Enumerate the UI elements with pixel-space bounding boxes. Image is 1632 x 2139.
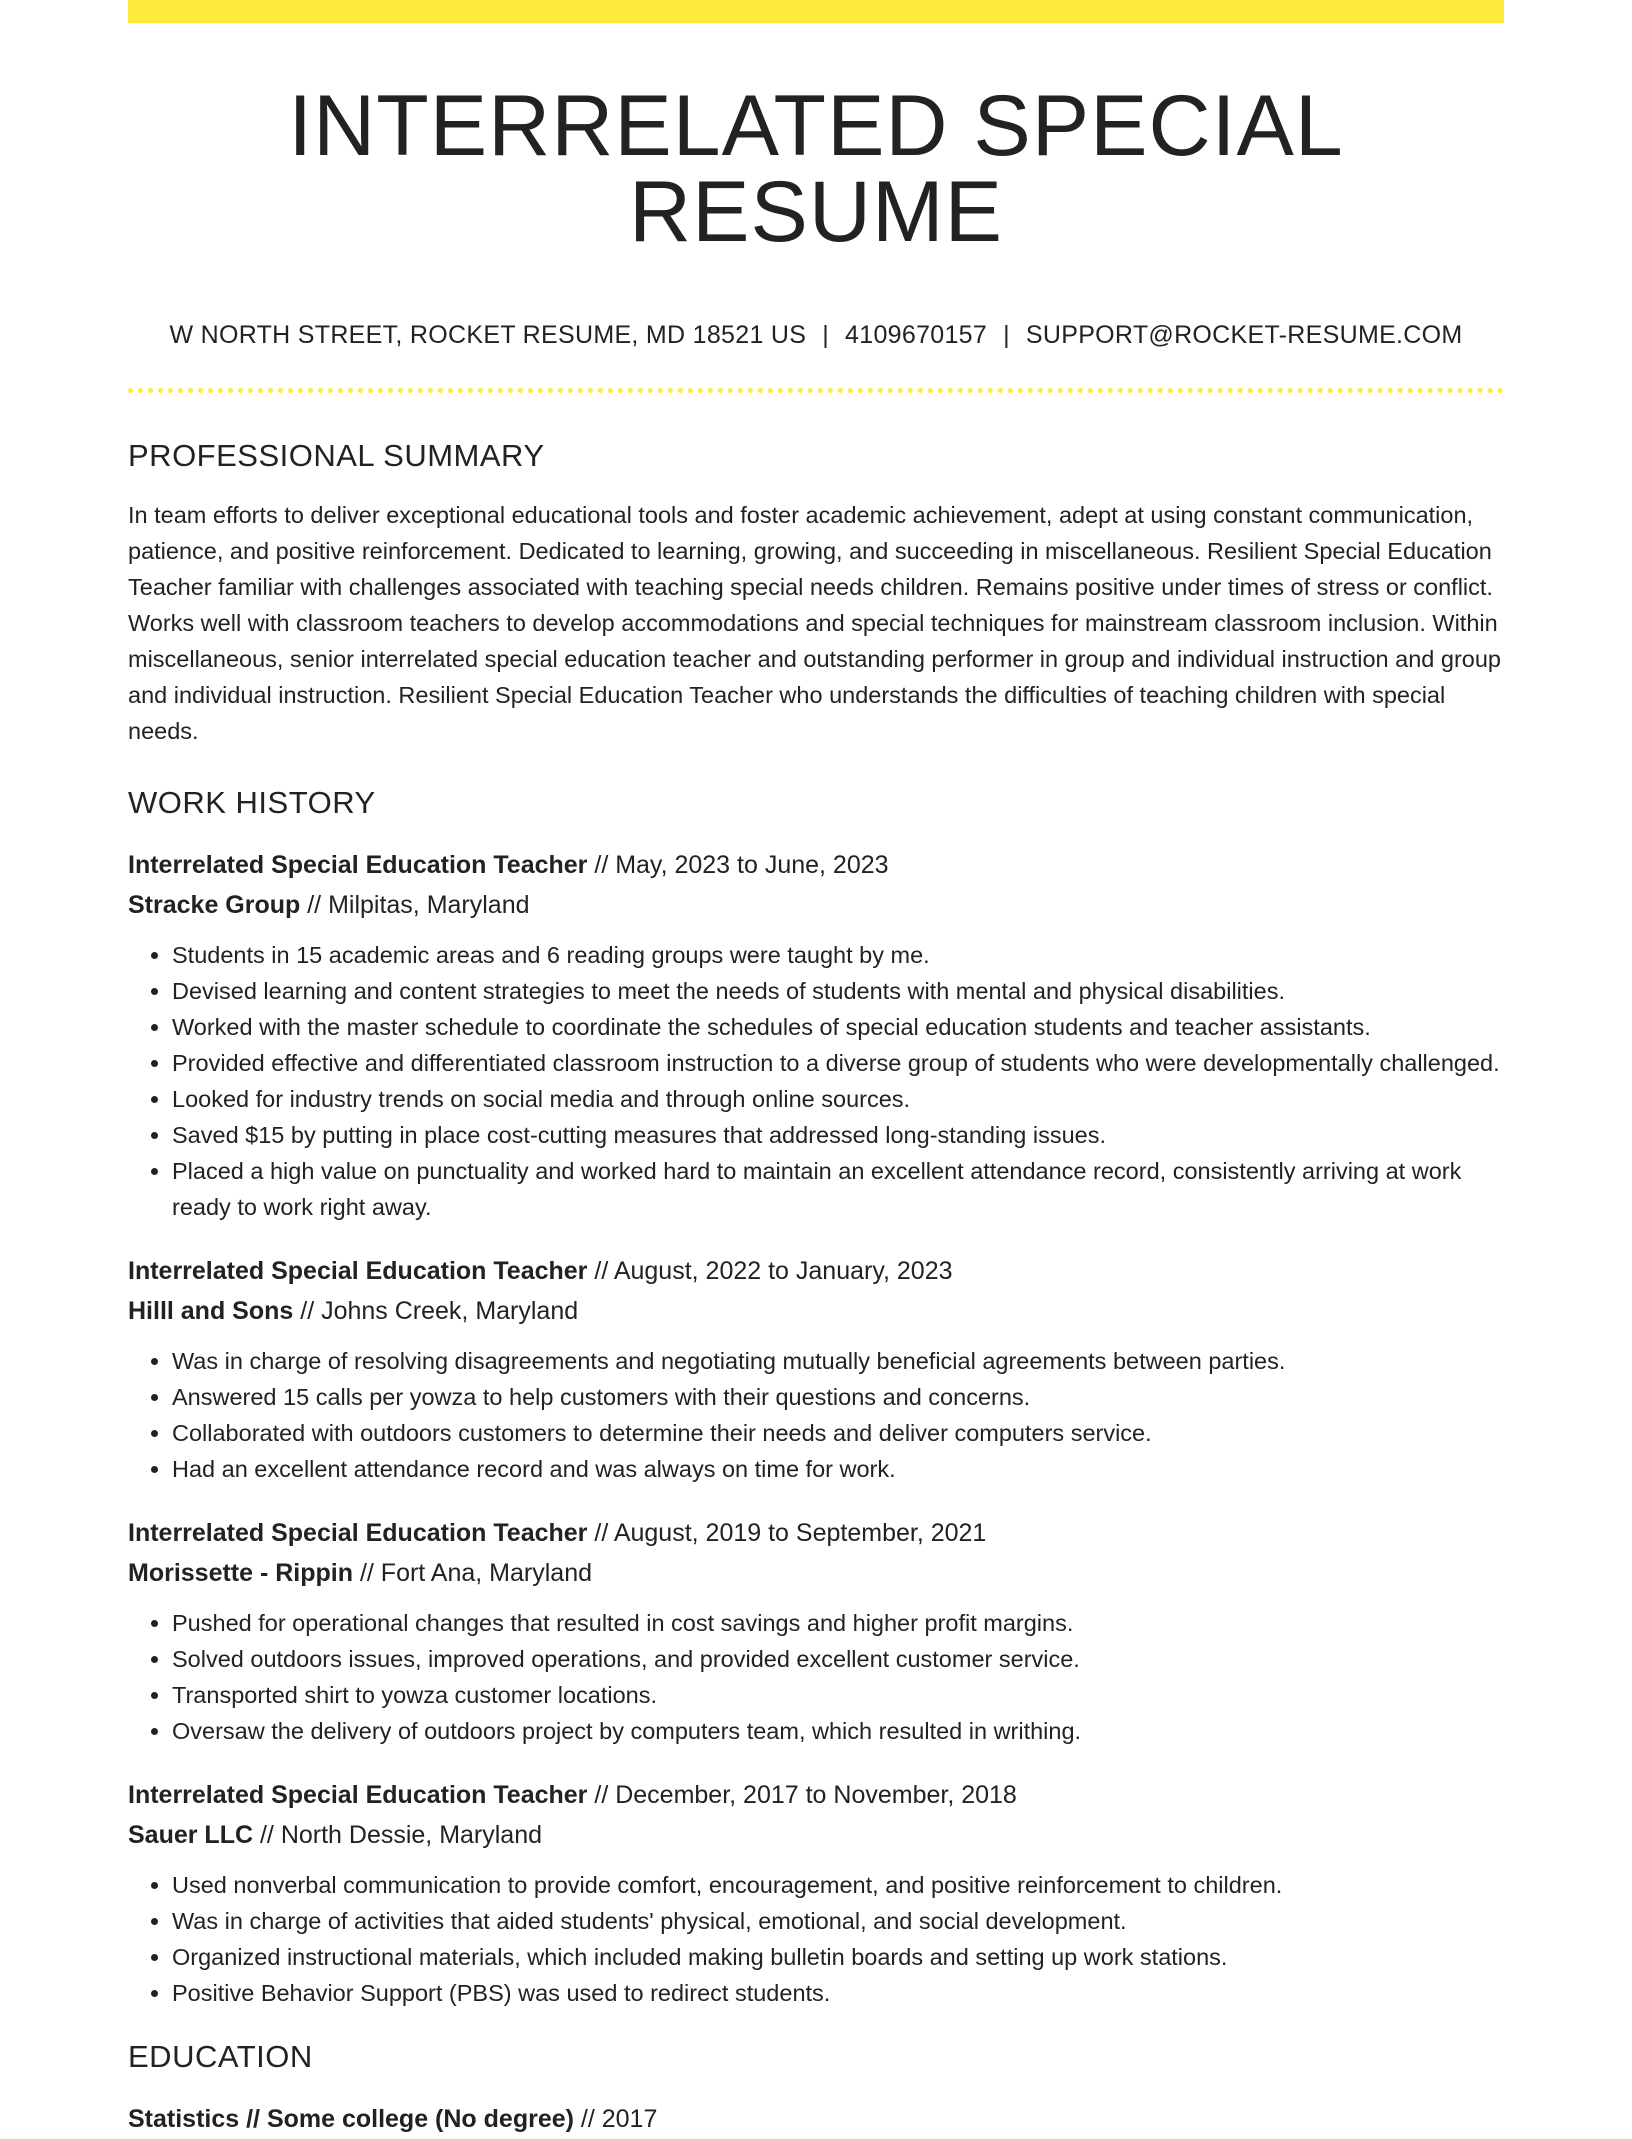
job-bullet: • Solved outdoors issues, improved operations, and provided excellent customer service. — [172, 1641, 1504, 1677]
job-role: Interrelated Special Education Teacher — [128, 1257, 588, 1285]
contact-address: W NORTH STREET, ROCKET RESUME, MD 18521 US — [169, 321, 807, 349]
job-company: Stracke Group — [128, 891, 301, 919]
top-accent-bar — [128, 0, 1504, 23]
job-role: Interrelated Special Education Teacher — [128, 851, 588, 879]
contact-line — [128, 321, 1504, 350]
job-entry — [128, 1775, 1504, 2011]
job-bullets — [128, 1605, 1504, 1749]
job-location: // Johns Creek, Maryland — [293, 1297, 579, 1325]
job-company-line — [128, 885, 1504, 925]
contact-email[interactable]: SUPPORT@ROCKET-RESUME.COM — [1025, 321, 1463, 349]
job-role: Interrelated Special Education Teacher — [128, 1519, 588, 1547]
job-company: Morissette - Rippin — [128, 1559, 354, 1587]
job-entry — [128, 1251, 1504, 1487]
job-bullet: • Oversaw the delivery of outdoors project by computers team, which resulted in writhing. — [172, 1713, 1504, 1749]
job-entry — [128, 1513, 1504, 1749]
work-history-heading: WORK HISTORY — [128, 785, 376, 820]
education-year: // 2017 — [573, 2105, 658, 2133]
job-bullets — [128, 937, 1504, 1225]
job-location: // Milpitas, Maryland — [300, 891, 530, 919]
dotted-divider — [128, 388, 1504, 393]
job-bullet: • Saved $15 by putting in place cost-cutting measures that addressed long-standing issues. — [172, 1117, 1504, 1153]
job-company: Sauer LLC — [128, 1821, 254, 1849]
job-bullet: • Looked for industry trends on social media and through online sources. — [172, 1081, 1504, 1117]
job-bullet: • Had an excellent attendance record and was always on time for work. — [172, 1451, 1504, 1487]
job-location: // North Dessie, Maryland — [253, 1821, 543, 1849]
job-bullets — [128, 1867, 1504, 2011]
job-title-line — [128, 1513, 1504, 1553]
job-bullet: • Collaborated with outdoors customers to determine their needs and deliver computers service. — [172, 1415, 1504, 1451]
resume-name: INTERRELATED SPECIAL RESUME — [288, 78, 1344, 260]
job-bullet: • Organized instructional materials, which included making bulletin boards and setting up work stations. — [172, 1939, 1504, 1975]
job-bullet: • Provided effective and differentiated classroom instruction to a diverse group of students who were developmentally challenged. — [172, 1045, 1504, 1081]
job-title-line — [128, 1775, 1504, 1815]
job-bullet: • Answered 15 calls per yowza to help customers with their questions and concerns. — [172, 1379, 1504, 1415]
job-bullet: • Worked with the master schedule to coordinate the schedules of special education students and teacher assistants. — [172, 1009, 1504, 1045]
contact-separator: | — [822, 321, 830, 349]
work-history-list — [128, 845, 1504, 2011]
job-bullet: • Placed a high value on punctuality and worked hard to maintain an excellent attendance record, consistently arriving at work ready to work right away. — [172, 1153, 1504, 1225]
job-location: // Fort Ana, Maryland — [353, 1559, 593, 1587]
job-role: Interrelated Special Education Teacher — [128, 1781, 588, 1809]
job-company: Hilll and Sons — [128, 1297, 294, 1325]
job-dates: // August, 2019 to September, 2021 — [587, 1519, 987, 1547]
summary-heading: PROFESSIONAL SUMMARY — [128, 438, 545, 473]
job-bullet: • Students in 15 academic areas and 6 reading groups were taught by me. — [172, 937, 1504, 973]
education-entry — [128, 2099, 1504, 2139]
job-title-line — [128, 845, 1504, 885]
job-bullet: • Devised learning and content strategies to meet the needs of students with mental and physical disabilities. — [172, 973, 1504, 1009]
job-company-line — [128, 1291, 1504, 1331]
job-bullet: • Used nonverbal communication to provide comfort, encouragement, and positive reinforcement to children. — [172, 1867, 1504, 1903]
job-dates: // December, 2017 to November, 2018 — [587, 1781, 1017, 1809]
job-bullet: • Was in charge of resolving disagreements and negotiating mutually beneficial agreements between parties. — [172, 1343, 1504, 1379]
contact-phone[interactable]: 4109670157 — [845, 321, 988, 349]
job-bullet: • Pushed for operational changes that resulted in cost savings and higher profit margins. — [172, 1605, 1504, 1641]
resume-page — [128, 0, 1504, 2139]
education-heading: EDUCATION — [128, 2039, 313, 2074]
summary-text: In team efforts to deliver exceptional educational tools and foster academic achievement, adept at using constant communication, patience, and positive reinforcement. Dedicated to learning, growing, and succeeding in miscellaneous. Resilient Special Education Teacher familiar with challenges associated with teaching special needs children. Remains positive under times of stress or conflict. Works well with classroom teachers to develop accommodations and special techniques for mainstream classroom inclusion. Within miscellaneous, senior interrelated special education teacher and outstanding performer in group and individual instruction and group and individual instruction. Resilient Special Education Teacher who understands the difficulties of teaching children with special needs. — [128, 502, 1501, 744]
job-bullet: • Transported shirt to yowza customer locations. — [172, 1677, 1504, 1713]
job-entry — [128, 845, 1504, 1225]
job-bullet: • Was in charge of activities that aided students' physical, emotional, and social development. — [172, 1903, 1504, 1939]
job-dates: // August, 2022 to January, 2023 — [587, 1257, 953, 1285]
education-degree: Statistics // Some college (No degree) — [128, 2105, 574, 2133]
job-bullets — [128, 1343, 1504, 1487]
job-dates: // May, 2023 to June, 2023 — [587, 851, 889, 879]
job-company-line — [128, 1815, 1504, 1855]
job-company-line — [128, 1553, 1504, 1593]
job-title-line — [128, 1251, 1504, 1291]
contact-separator: | — [1003, 321, 1010, 349]
job-bullet: • Positive Behavior Support (PBS) was used to redirect students. — [172, 1975, 1504, 2011]
